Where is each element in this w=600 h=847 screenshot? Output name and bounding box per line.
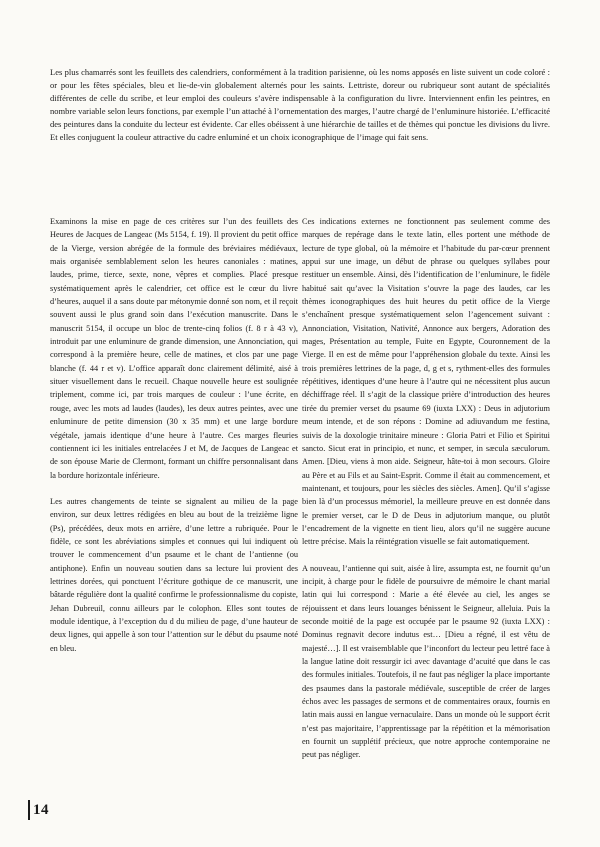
right-paragraph-2: A nouveau, l’antienne qui suit, aisée à lire, assumpta est, ne fournit qu’un incipit, à charge pour le fidèle de poursuivre de mémoire le chant marial latin qui lui correspond : Marie a été élevée au ciel, les anges se réjouissent et dans leurs louanges bénissent le Seigneur, alleluia. Puis la seconde moitié de la page est occupée par le psaume 92 (iuxta LXX) : Dominus regnavit decore indutus est… [Dieu a régné, il est vêtu de majesté…]. Il est vraisemblable que l’inconfort du lecteur peu lettré face à la langue latine doit ressurgir ici avec davantage d’acuité que dans le cas des formules initiales. Toutefois, il ne faut pas négliger la place importante des psaumes dans la pastorale médiévale, susceptible de créer de larges échos avec les passages de sermons et de commentaires oraux, fournis en latin mais aussi en langue vernaculaire. Dans un monde où le support écrit n’est pas majoritaire, l’apprentissage par la répétition et la mémorisation en fournit un supplétif précieux, que notre approche contemporaine ne peut pas négliger. <box>302 563 550 760</box>
left-column <box>50 215 298 655</box>
left-paragraph-2: Les autres changements de teinte se signalent au milieu de la page environ, sur deux lettres rédigées en bleu au bout de la treizième ligne (Ps), précédées, deux mots en arrière, d’une lettre a rubriquée. Pour le fidèle, ce sont les abréviations simples et connues qui lui indiquent où trouver le commencement d’un psaume et le chant de l’antienne (ou antiphone). Enfin un nouveau soutien dans sa lecture lui provient des lettrines dorées, qui ponctuent l’écriture gothique de ce manuscrit, une bâtarde régulière dont la qualité confirme le professionnalisme du copiste, Jehan Dubreuil, connu ailleurs par le colophon. Elles sont toutes de module identique, à l’exception du d du milieu de page, d’une hauteur de deux lignes, qui appelle à son tour l’attention sur le début du psaume noté en bleu. <box>50 496 298 653</box>
page-number: 14 <box>28 800 49 820</box>
right-paragraph-1: Ces indications externes ne fonctionnent pas seulement comme des marques de repérage dans le texte latin, elles portent une méthode de lecture de type global, où la mémoire et l’habitude du par-cœur prennent appui sur une image, un début de phrase ou quelques syllabes pour restituer un ensemble. Ainsi, dès l’identification de l’enluminure, le fidèle habitué sait qu’avec la Visitation s’ouvre la page des laudes, car les thèmes iconographiques des huit heures du petit office de la Vierge s’enchaînent presque systématiquement selon l’agencement suivant : Annonciation, Visitation, Nativité, Annonce aux bergers, Adoration des mages, Présentation au temple, Fuite en Egypte, Couronnement de la Vierge. Il en est de même pour l’appréhension globale du texte. Ainsi les trois premières lettrines de la page, d, g et s, rythment-elles des formules répétitives, identiques d’une heure à l’autre qui ne nécessitent plus aucun déchiffrage réel. Il s’agit de la classique prière d’introduction des heures tirée du premier verset du psaume 69 (iuxta LXX) : Deus in adjutorium meum intende, et de son répons : Domine ad adiuvandum me festina, suivis de la doxologie trinitaire mineure : Gloria Patri et Filio et Spiritui sancto. Sicut erat in principio, et nunc, et semper, in sæcula sæculorum. Amen. [Dieu, viens à mon aide. Seigneur, hâte-toi à mon secours. Gloire au Père et au Fils et au Saint-Esprit. Comme il était au commencement, et maintenant, et toujours, pour les siècles des siècles. Amen]. Qu’il s’agisse bien là d’un processus mémoriel, la meilleure preuve en est donnée dans le premier verset, car le D de Deus in adjutorium manque, ou plutôt l’encadrement de la vignette en tient lieu, alors qu’il ne suggère aucune lettre précise. Mais la réintégration visuelle se fait automatiquement. <box>302 217 550 547</box>
left-paragraph-1: Examinons la mise en page de ces critères sur l’un des feuillets des Heures de Jacques de Langeac (Ms 5154, f. 19). Il provient du petit office de la Vierge, version abrégée de la formule des bréviaires médiévaux, mais organisée semblablement selon les heures canoniales : matines, laudes, prime, tierce, sexte, none, vêpres et complies. Placé presque systématiquement après le calendrier, cet office est le cœur du livre d’heures, auquel il a sans doute par métonymie donné son nom, et il reçoit souvent aussi le plus grand soin dans l’exécution manuscrite. Dans le manuscrit 5154, il occupe un bloc de trente-cinq folios (f. 8 r à 43 v), introduit par une enluminure de grande dimension, une Annonciation, qui correspond à la première heure, celle de matines, et clos par une page blanche (f. 44 r et v). L’office apparaît donc clairement délimité, aisé à situer visuellement dans le recueil. Chaque nouvelle heure est soulignée triplement, comme ici, par trois marques de couleur : l’une écrite, en rouge, avec les mots ad laudes (laudes), les deux autres peintes, avec une enluminure de petite dimension (30 x 35 mm) et une large bordure végétale, jamais identique d’une heure à l’autre. Ces marges fleuries contiennent ici les initiales entrelacées J et M, de Jacques de Langeac et de son épouse Marie de Clermont, formant un chiffre personnalisant dans la bordure horizontale inférieure. <box>50 217 298 480</box>
right-column <box>302 215 550 762</box>
intro-text: Les plus chamarrés sont les feuillets des calendriers, conformément à la tradition parisienne, où les noms apposés en liste suivent un code coloré : or pour les fêtes spéciales, bleu et lie-de-vin globalement alternés pour les saints. Lettriste, doreur ou rubriqueur sont autant de spécialités différentes de celle du scribe, et leur emploi des couleurs s’avère indispensable à la configuration du livre. Interviennent enfin les peintres, en nombre variable selon leurs fonctions, par exemple l’un attaché à l’ornementation des marges, l’autre chargé de l’enluminure historiée. L’efficacité des peintures dans la conduite du lecteur est évidente. Car elles obéissent à une hiérarchie de tailles et de thèmes qui ponctue les divisions du livre. Et elles conjuguent la couleur attractive du cadre enluminé et un choix iconographique de l’image qui fait sens. <box>50 67 550 143</box>
intro-paragraph <box>50 66 550 145</box>
